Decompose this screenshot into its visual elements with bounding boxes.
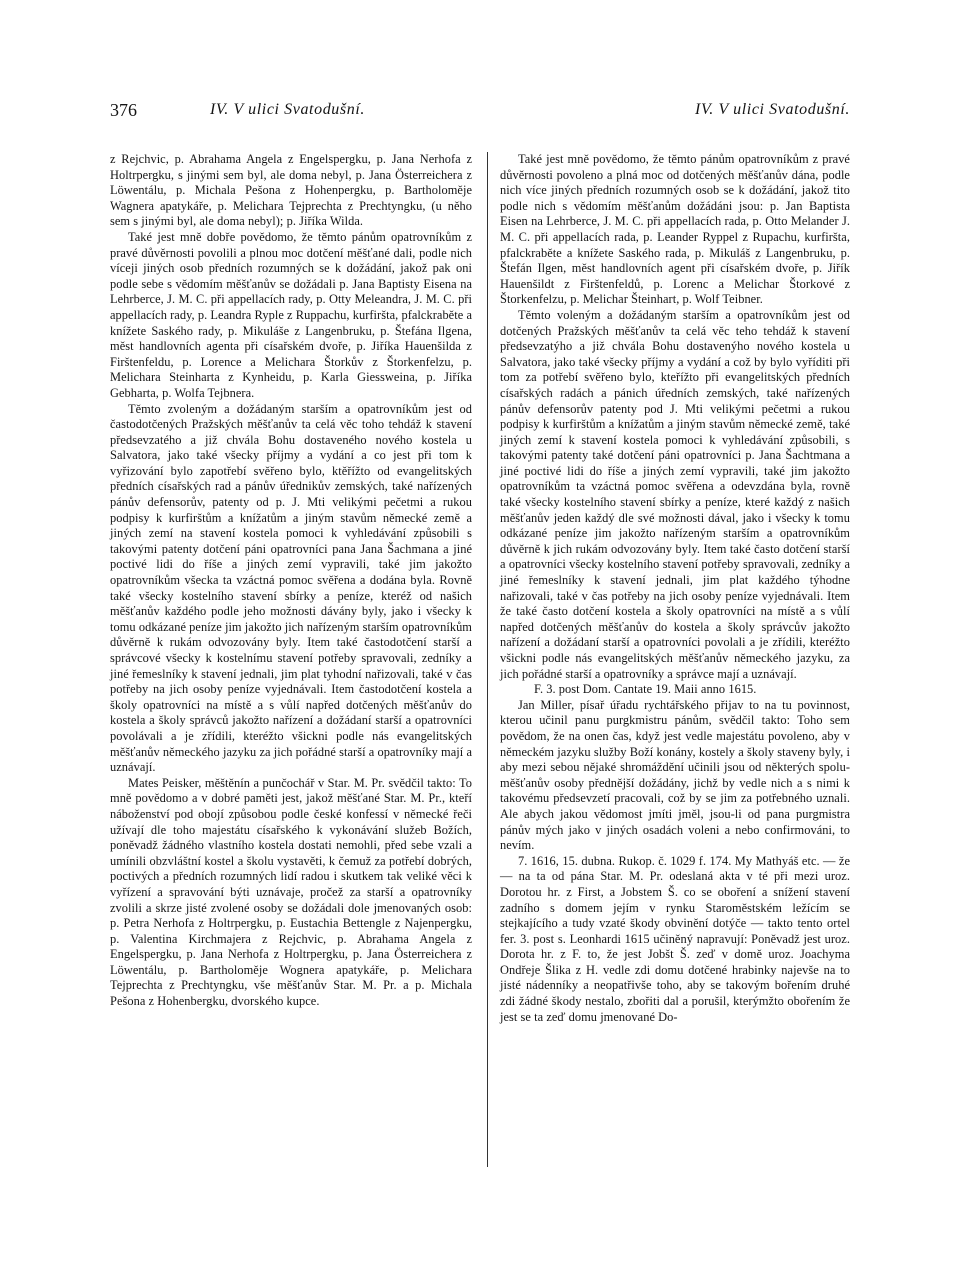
- paragraph: Jan Miller, písař úřadu rychtářského přijav to na tu povinnost, kterou učinil panu purgkmistru pánům, svědčil takto: Toho sem povědom, že na onen čas, když jest vedle majestátu povoleno, aby v německém jazyku služby Boží konány, kostely a školy staveny byly, i aby mezi sebou nějaké shromáždění učinili jsou od některých spolu-měšťanův osoby přednější dožádány, jichž by vedle nich a s nimi k takovému předsevzetí pracovali, což by se jim za potřebného uznali. Ale abych jakou vědomost jmíti jměl, jsou-li od pana purgmistra pánův mých jako v jiných osadách voleni a nebo confirmováni, to nevím.: [500, 697, 850, 853]
- paragraph: Mates Peisker, měštěnín a punčochář v Star. M. Pr. svědčil takto: To mně povědomo a v dobré paměti jest, jakož měšťané Star. M. Pr., kteří náboženství pod obojí způsobou podle české konfessí v německé řeči užívají dle toho majestátu císařského k vykonávání služeb Božích, poněvadž žádného vlastního kostela dostati nemohli, před sebe vzali a umínili obzvláštní kostel a školu vystavěti, k čemuž za potřebí dobrých, poctivých a předních rozumných lidí radou i skutkem tak veliké věci k vyřízení a spravování býti uznávaje, pročež za starší a opatrovníky zvolili a skrze jisté zvolené osoby se dožádali dole jmenovaných osob: p. Petra Nerhofa z Holtrpergku, p. Eustachia Bettengle z Najenpergku, p. Valentina Kirchmajera z Rejchvic, p. Abrahama Angela z Engelspergku, p. Jana Nerhofa z Holtrpergku, p. Jana Österreichera z Löwentálu, p. Bartholoměje Wognera apatykáře, p. Melichara Tejprechta z Prechtyngku, vše měšťanův Star. M. Pr. a p. Michala Pešona z Hohenbergku, dvorského kupce.: [110, 775, 472, 1009]
- paragraph: Také jest mně povědomo, že těmto pánům opatrovníkům z pravé důvěrnosti povoleno a plná moc od dotčených měšťanův dána, podle nich více jiných předních rozumných osob se k dožádání, jakož tito podle nich s vědomím měšťanům dožádáni jsou: p. Jan Baptista Eisen na Lehrberce, J. M. C. při appellacích rada, p. Otto Melander J. M. C. při appellacích rada, p. Leander Ryppel z Rupachu, kurfiršta, pfalckraběte a knížete Saského rada, p. Mikuláš z Langenbruku, p. Štefán Ilgen, měst handlovních agent při císařském dvoře, p. Jiřík Hauenšildt z Firštenfeldů, p. Lorenc a Melichar Štorkové z Štorkenfelzu, p. Melichar Šteinhart, p. Wolf Teibner.: [500, 152, 850, 307]
- page-number: 376: [110, 100, 137, 120]
- page-header: [110, 100, 850, 124]
- left-column: [110, 152, 472, 1010]
- right-column: [487, 152, 850, 1167]
- running-head-left: IV. V ulici Svatodušní.: [210, 101, 365, 118]
- paragraph: Těmto voleným a dožádaným starším a opatrovníkům jest od dotčených Pražských měšťanův ta celá věc teho tehdáž k stavení předsevzatýho a již chvála Bohu dostavenýho nového kostela u Salvatora, jako také všecky příjmy a vydání a což by bylo vyříditi při tom za potřebí svěřeno bylo, kteřížto při evangelitských předních císařských radách a pánich úředních zemských, také nařízených pánův defensorův patenty pod J. Mti velikými pečetmi a rukou podpisy k kurfirštům a knížatům a jiným stavům německé země, také jiných zemí k stavení kostela pomoci k vyhledávání způsobili, s takovými patenty také dotčení páni opatrovníci p. Jana Šachtmana a jiné poctivé lidi do říše a jiných zemí vypravili, také jim jakožto opatrovníkům ta vzáctná pomoc svěřena a odevzdána byla, rovně také všecky kostelního stavení sbírky a peníze, které každý z našich měšťanův jeden každý dle své možnosti dával, jako i všecky k tomu odkázané peníze jim jakožto nařízeným starším a opatrovníkům důvěrně k jich rukám odvozovány byly. Item také často dotčení starší a opatrovníci všecky kostelního stavení potřeby spravovali, zedníky a jiné řemeslníky k stavení jednali, jim plat každého týhodne nařizovali, také v čas potřeby na jich osoby peníze vyjednávali. Item že také často dotčení kostela a školy opatrovníci na místě a s vůlí napřed dotčených měšťanův do kostela a školy správcův jakožto nařízení a dožádaní starší a opatrovníci povolali a je zřídili, kteréžto všickni podle nás evangelitských měšťanův německého jazyku, za jich pořádné starší a opatrovníky a správce mají a uznávají.: [500, 307, 850, 681]
- paragraph: Také jest mně dobře povědomo, že těmto pánům opatrovníkům z pravé důvěrnosti povolili a plnou moc dotčení měšťané dali, podle nich víceji jiných osob předních rozumných se k dožádání, jakož pak oni podle sebe s vědomím měšťanův se dožádali p. Jana Baptisty Eisena na Lehrberce, J. M. C. při appellacích rady, p. Otty Meleandra, J. M. C. při appellacích rady, p. Leandra Ryple z Ruppachu, kurfiršta, pfalckraběte a knížete Saského rady, p. Mikuláše z Langenbruku, p. Štefána Ilgena, měst handlovních agenta při císařském dvoře, p. Jiříka Hauenšilda z Firštenfeldu, p. Lorence a Melichara Štorkův z Štorkenfelzu, p. Melichara Steinharta z Kynheidu, p. Karla Giessweina, p. Jiříka Gebharta, p. Wolfa Tejbnera.: [110, 229, 472, 400]
- paragraph: z Rejchvic, p. Abrahama Angela z Engelspergku, p. Jana Nerhofa z Holtrpergku, s jinými sem byl, ale doma nebyl, p. Jana Österreichera z Löwentálu, p. Michala Pešona z Hohenpergku, p. Bartholoměje Wagnera apatykáře, p. Melichara Tejprechta z Prechtyngku, (u něho sem s jinými byl, ale doma nebyl); p. Jiříka Wilda.: [110, 152, 472, 229]
- date-line: F. 3. post Dom. Cantate 19. Maii anno 1615.: [534, 682, 757, 697]
- paragraph: 7. 1616, 15. dubna. Rukop. č. 1029 f. 174. My Mathyáš etc. — že — na ta od pána Star. M. Pr. odeslaná akta v té při mezi uroz. Dorotou hr. z First, a Jobstem Š. co se oboření a snížení stavení zadního s domem jejím v rynku Staroměstském ležícím se stejkajícího a tudy vzaté škody obvinění dotýče — takto tento ortel fer. 3. post s. Leonhardi 1615 učiněný napravují: Poněvadž jest uroz. Dorota hr. z F. to, že jest Jobšt Š. zeď v domě uroz. Joachyma Ondřeje Šlika z H. vedle zdi domu dotčené hrabinky najevše na to jisté nádenníky a neopatřivše toho, aby se takovým bořením druhé zdi žádné škody nestalo, zbořiti dal a porušil, kterýmžto obořením že jest se ta zeď domu jmenované Do-: [500, 853, 850, 1024]
- paragraph: Těmto zvoleným a dožádaným starším a opatrovníkům jest od častodotčených Pražských měšťanův ta celá věc toho tehdáž k stavení předsevzatého a již chvála Bohu dostaveného nového kostela u Salvatora, jako také všecky příjmy a vydání a co jest při tom k vyřizování bylo zapotřebí svěřeno bylo, ktěřížto od evangelitských předních císařských rad a pánův úřednikův zemských, také nařízených pánův defensorův, patenty od p. J. Mti velikými pečetmi a rukou podpisy k kurfirštům a knížatům a jiným stavům německé země a jiných zemí na stavení kostela pomoci k vyhledávání způsobili s takovými patenty dotčení páni opatrovníci pana Jana Šachmana a jiné poctivé lidi do říše a jiných zemí vypravili, také jim jakožto opatrovníkům všecka ta vzáctná pomoc svěřena a dodána byla. Rovně také všecky kostelního stavení sbírky a peníze, kteréž od našich měšťanův každého podle jeho možnosti dávány byly, jako i všecky k tomu odkázané peníze jim jakožto jich nařízeným starším opatrovníkům důvěrně k rukám odvozovány byly. Item také častodotčení starší a správcové všecky k kostelnímu stavení potřeby spravovali, zedníky a jiné řemeslníky k stavení jednali, jim plat tyhodní nařizovali, také v čas potřeby na jich osoby peníze vyjednávali. Item častodotčení kostela a školy opatrovníci na místě a s vůlí napřed dotčených měšťanův do kostela a školy správců jakožto nařízení a dožádaní starší a opatrovníci povolávali a je zřídili, kteréžto všickni podle nás evangelitských měšťanův německého jazyku za jich pořádné starší a opatrovníky mají a uznávají.: [110, 401, 472, 775]
- running-head-right: IV. V ulici Svatodušní.: [695, 101, 850, 118]
